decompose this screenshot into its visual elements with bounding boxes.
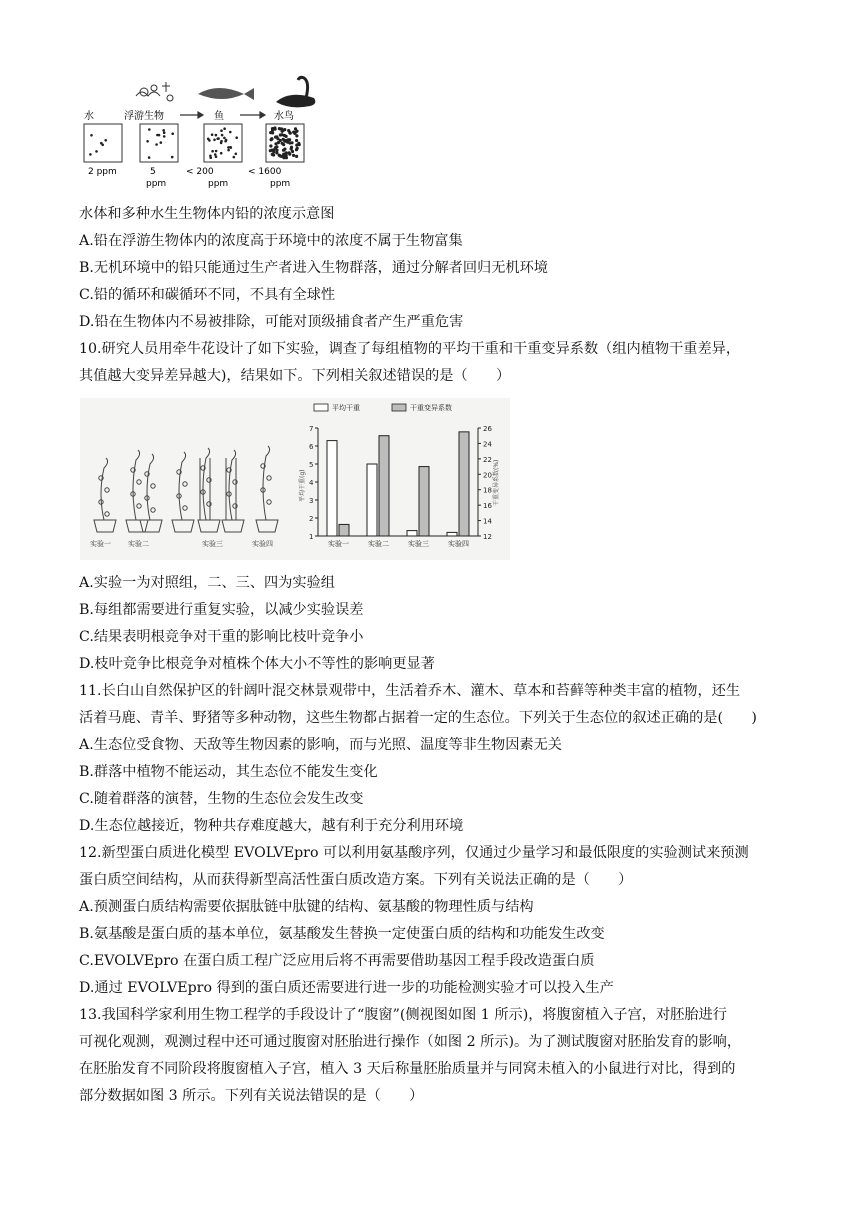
left-tick-label: 3 <box>309 497 314 505</box>
concentration-dot <box>289 132 292 135</box>
concentration-dot <box>295 144 298 147</box>
concentration-dot <box>207 138 210 141</box>
concentration-dot <box>100 142 103 145</box>
bar-dry-weight-cv <box>459 432 469 536</box>
concentration-dot <box>294 127 297 130</box>
concentration-dot <box>290 146 293 149</box>
q9-option-d: D.铅在生物体内不易被排除，可能对顶级捕食者产生严重危害 <box>79 314 464 330</box>
concentration-dot <box>282 143 285 146</box>
concentration-dot <box>279 139 282 142</box>
q10-stem-line1: 10.研究人员用牵牛花设计了如下实验，调查了每组植物的平均干重和干重变异系数（组内植物干重差异， <box>79 341 741 357</box>
concentration-dot <box>148 156 151 159</box>
legend-swatch-cv <box>392 404 406 411</box>
q12-stem-line1: 12.新型蛋白质进化模型 EVOLVEpro 可以利用氨基酸序列，仅通过少量学习和最低限度的实验测试来预测 <box>79 845 749 861</box>
concentration-dot <box>280 127 283 130</box>
concentration-dot <box>209 156 212 159</box>
legend-label-cv: 干重变异系数 <box>410 404 452 412</box>
concentration-dot <box>270 138 273 141</box>
concentration-dot <box>148 128 151 131</box>
q10-stem-line2: 其值越大变异差异越大)，结果如下。下列相关叙述错误的是（ ） <box>79 368 511 384</box>
q13-stem-line4: 部分数据如图 3 所示。下列有关说法错误的是（ ） <box>79 1088 424 1104</box>
category-label: 实验四 <box>448 540 469 548</box>
bar-dry-weight-cv <box>419 467 429 536</box>
q12-option-d: D.通过 EVOLVEpro 得到的蛋白质还需要进行进一步的功能检测实验才可以投入生产 <box>79 980 614 996</box>
concentration-dot <box>229 146 232 149</box>
q13-stem-line3: 在胚胎发育不同阶段将腹窗植入子宫，植入 3 天后称量胚胎质量并与同窝未植入的小鼠进行对比，得到的 <box>79 1061 736 1077</box>
plant-group-label: 实验一 <box>90 540 111 548</box>
concentration-dot <box>220 140 223 143</box>
concentration-dot <box>295 155 298 158</box>
right-axis-title: 干重变异系数(%) <box>493 459 500 506</box>
concentration-dot <box>160 141 163 144</box>
concentration-dot <box>211 133 214 136</box>
concentration-dot <box>221 134 224 137</box>
concentration-dot <box>273 126 276 129</box>
concentration-dot <box>288 151 291 154</box>
concentration-dot <box>211 150 214 153</box>
fig1-label-plankton: 浮游生物 <box>124 111 164 122</box>
concentration-dot <box>104 139 107 142</box>
concentration-dot <box>285 135 288 138</box>
right-tick-label: 14 <box>483 517 492 526</box>
concentration-dot <box>95 150 98 153</box>
category-label: 实验三 <box>408 540 429 548</box>
concentration-dot <box>274 136 277 139</box>
fig1-label-fish: 鱼 <box>214 111 224 122</box>
concentration-dot <box>215 150 218 153</box>
concentration-dot <box>227 149 230 152</box>
concentration-dot <box>275 149 278 152</box>
plant-group-label: 实验二 <box>128 540 149 548</box>
left-tick-label: 1 <box>309 533 314 541</box>
right-tick-label: 24 <box>483 440 492 449</box>
concentration-dot <box>171 156 174 159</box>
q11-option-a: A.生态位受食物、天敌等生物因素的影响，而与光照、温度等非生物因素无关 <box>79 737 562 753</box>
concentration-dot <box>272 153 275 156</box>
concentration-dot <box>162 129 165 132</box>
right-tick-label: 16 <box>483 502 492 511</box>
concentration-dot <box>286 138 289 141</box>
concentration-dot <box>284 140 287 143</box>
fig1-value-plankton <box>146 167 166 189</box>
q10-option-a: A.实验一为对照组，二、三、四为实验组 <box>79 575 335 591</box>
right-tick-label: 18 <box>483 486 492 495</box>
concentration-dot <box>216 137 219 140</box>
right-tick-label: 20 <box>483 471 492 480</box>
q13-stem-line2: 可视化观测，观测过程中还可通过腹窗对胚胎进行操作（如图 2 所示)。为了测试腹窗对胚胎发育的影响， <box>79 1034 742 1050</box>
concentration-dot <box>155 143 158 146</box>
concentration-dot <box>213 139 216 142</box>
q10-option-b: B.每组都需要进行重复实验，以减少实验误差 <box>79 602 364 618</box>
left-tick-label: 2 <box>309 515 314 523</box>
q9-option-b: B.无机环境中的铅只能通过生产者进入生物群落，通过分解者回归无机环境 <box>79 260 548 276</box>
concentration-dot <box>89 153 92 156</box>
figure1-caption: 水体和多种水生生物体内铅的浓度示意图 <box>79 206 335 222</box>
q11-stem-line1: 11.长白山自然保护区的针阔叶混交林景观带中，生活着乔木、灌木、草本和苔藓等种类丰富的植物，还生 <box>79 683 741 699</box>
concentration-dot <box>271 129 274 132</box>
q13-stem-line1: 13.我国科学家利用生物工程学的手段设计了“腹窗”(侧视图如图 1 所示)，将腹窗植入子宫，对胚胎进行 <box>79 1007 727 1023</box>
svg-text:ppm: ppm <box>208 179 229 189</box>
concentration-dot <box>220 129 223 132</box>
concentration-dot <box>233 156 236 159</box>
concentration-dot <box>272 148 275 151</box>
concentration-dot <box>90 134 93 137</box>
concentration-dot <box>235 136 238 139</box>
fig1-label-water: 水 <box>84 111 94 122</box>
q10-option-d: D.枝叶竞争比根竞争对植株个体大小不等性的影响更显著 <box>79 656 435 672</box>
bar-mean-dry-weight <box>327 441 337 536</box>
legend-label-mean: 平均干重 <box>332 404 360 412</box>
category-label: 实验二 <box>368 540 389 548</box>
svg-text:< 200: < 200 <box>186 167 214 177</box>
q9-option-a: A.铅在浮游生物体内的浓度高于环境中的浓度不属于生物富集 <box>79 233 463 249</box>
legend-swatch-mean <box>314 404 328 411</box>
fig1-value-bird <box>248 167 290 189</box>
bar-dry-weight-cv <box>339 524 349 536</box>
q11-stem-line2: 活着马鹿、青羊、野猪等多种动物，这些生物都占据着一定的生态位。下列关于生态位的叙述正确的是( ) <box>79 710 757 726</box>
waterbird-drawing <box>276 77 315 107</box>
concentration-dot <box>220 152 223 155</box>
concentration-dot <box>295 148 298 151</box>
concentration-dot <box>295 139 298 142</box>
left-tick-label: 5 <box>309 461 314 469</box>
left-tick-label: 7 <box>309 425 314 433</box>
q11-option-b: B.群落中植物不能运动，其生态位不能发生变化 <box>79 764 378 780</box>
svg-text:ppm: ppm <box>146 179 167 189</box>
concentration-dot <box>215 155 218 158</box>
concentration-dot <box>223 127 226 130</box>
right-tick-label: 22 <box>483 455 492 464</box>
fish-drawing <box>198 88 254 100</box>
concentration-dot <box>215 134 218 137</box>
concentration-dot <box>163 131 166 134</box>
concentration-dot <box>274 142 277 145</box>
q9-option-c: C.铅的循环和碳循环不同，不具有全球性 <box>79 287 336 303</box>
concentration-dot <box>295 134 298 137</box>
concentration-dot <box>235 153 238 156</box>
concentration-dot <box>269 144 272 147</box>
right-tick-label: 12 <box>483 533 492 541</box>
concentration-dot <box>283 148 286 151</box>
plant-group-label: 实验四 <box>252 540 273 548</box>
left-tick-label: 4 <box>309 479 314 487</box>
svg-text:< 1600: < 1600 <box>248 167 282 177</box>
concentration-dot <box>279 133 282 136</box>
right-tick-label: 26 <box>483 425 492 433</box>
concentration-dot <box>223 137 226 140</box>
concentration-dot <box>146 140 149 143</box>
q10-option-c: C.结果表明根竞争对干重的影响比枝叶竞争小 <box>79 629 364 645</box>
bar-mean-dry-weight <box>447 532 457 536</box>
concentration-dot <box>290 141 293 144</box>
q11-option-c: C.随着群落的演替，生物的生态位会发生改变 <box>79 791 364 807</box>
fig1-value-fish <box>186 167 228 189</box>
fig1-value-water: 2 ppm <box>88 167 117 177</box>
concentration-dot <box>271 131 274 134</box>
bar-dry-weight-cv <box>379 436 389 536</box>
category-label: 实验一 <box>328 540 349 548</box>
svg-text:ppm: ppm <box>270 179 291 189</box>
plankton-drawing <box>136 82 173 101</box>
concentration-dot <box>224 140 227 143</box>
concentration-dot <box>229 131 232 134</box>
bar-mean-dry-weight <box>407 531 417 536</box>
concentration-dot <box>291 150 294 153</box>
concentration-dot <box>292 154 295 157</box>
q12-option-a: A.预测蛋白质结构需要依据肽链中肽键的结构、氨基酸的物理性质与结构 <box>79 899 534 915</box>
q12-option-c: C.EVOLVEpro 在蛋白质工程广泛应用后将不再需要借助基因工程手段改造蛋白质 <box>79 953 595 969</box>
morning-glory-experiment-figure <box>80 398 510 560</box>
concentration-dot <box>163 135 166 138</box>
svg-text:5: 5 <box>150 167 156 177</box>
lead-concentration-figure <box>80 72 328 194</box>
q12-stem-line2: 蛋白质空间结构，从而获得新型高活性蛋白质改造方案。下列有关说法正确的是（ ） <box>79 872 633 888</box>
plant-group-label: 实验三 <box>202 540 223 548</box>
bar-mean-dry-weight <box>367 464 377 536</box>
fig1-box-water <box>84 124 122 162</box>
concentration-dot <box>156 134 159 137</box>
fig1-label-bird: 水鸟 <box>274 111 294 122</box>
q12-option-b: B.氨基酸是蛋白质的基本单位，氨基酸发生替换一定使蛋白质的结构和功能发生改变 <box>79 926 605 942</box>
left-axis-title: 平均干重(g) <box>299 469 306 502</box>
concentration-dot <box>171 132 174 135</box>
left-tick-label: 6 <box>309 443 314 451</box>
concentration-dot <box>280 155 283 158</box>
q11-option-d: D.生态位越接近，物种共存难度越大，越有利于充分利用环境 <box>79 818 464 834</box>
concentration-dot <box>275 145 278 148</box>
